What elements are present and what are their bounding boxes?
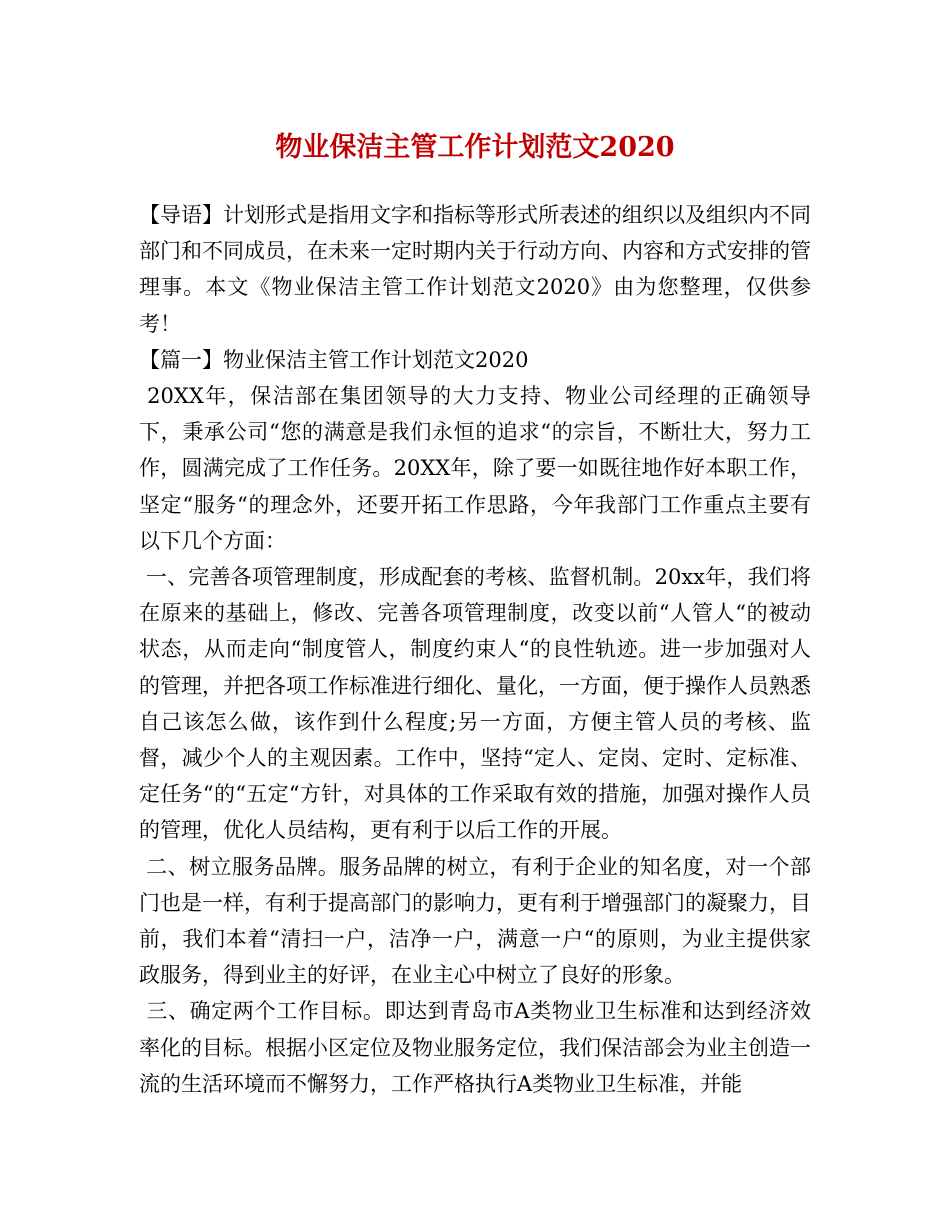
body-paragraph: 三、确定两个工作目标。即达到青岛市A类物业卫生标准和达到经济效率化的目标。根据小区定位及物业服务定位，我们保洁部会为业主创造一流的生活环境而不懈努力，工作严格执行A类物业卫生标准，并能 — [139, 999, 811, 1096]
document-body — [139, 197, 811, 1102]
body-paragraph: 二、树立服务品牌。服务品牌的树立，有利于企业的知名度，对一个部门也是一样，有利于提高部门的影响力，更有利于增强部门的凝聚力，目前，我们本着“清扫一户，洁净一户，满意一户“的原则，为业主提供家政服务，得到业主的好评，在业主心中树立了良好的形象。 — [139, 854, 811, 988]
body-paragraph: 20XX年，保洁部在集团领导的大力支持、物业公司经理的正确领导下，秉承公司“您的满意是我们永恒的追求“的宗旨，不断壮大，努力工作，圆满完成了工作任务。20XX年，除了要一如既往地作好本职工作，坚定“服务“的理念外，还要开拓工作思路，今年我部门工作重点主要有以下几个方面： — [139, 384, 811, 553]
section-heading: 【篇一】物业保洁主管工作计划范文2020 — [139, 347, 529, 372]
intro-paragraph: 【导语】计划形式是指用文字和指标等形式所表述的组织以及组织内不同部门和不同成员，在未来一定时期内关于行动方向、内容和方式安排的管理事。本文《物业保洁主管工作计划范文2020》由为您整理，仅供参考！ — [139, 203, 811, 336]
body-paragraph: 一、完善各项管理制度，形成配套的考核、监督机制。20xx年，我们将在原来的基础上，修改、完善各项管理制度，改变以前“人管人“的被动状态，从而走向“制度管人，制度约束人“的良性轨迹。进一步加强对人的管理，并把各项工作标准进行细化、量化，一方面，便于操作人员熟悉自己该怎么做，该作到什么程度;另一方面，方便主管人员的考核、监督，减少个人的主观因素。工作中，坚持“定人、定岗、定时、定标准、定任务“的“五定“方针，对具体的工作采取有效的措施，加强对操作人员的管理，优化人员结构，更有利于以后工作的开展。 — [139, 565, 811, 843]
document-title: 物业保洁主管工作计划范文2020 — [275, 132, 675, 163]
